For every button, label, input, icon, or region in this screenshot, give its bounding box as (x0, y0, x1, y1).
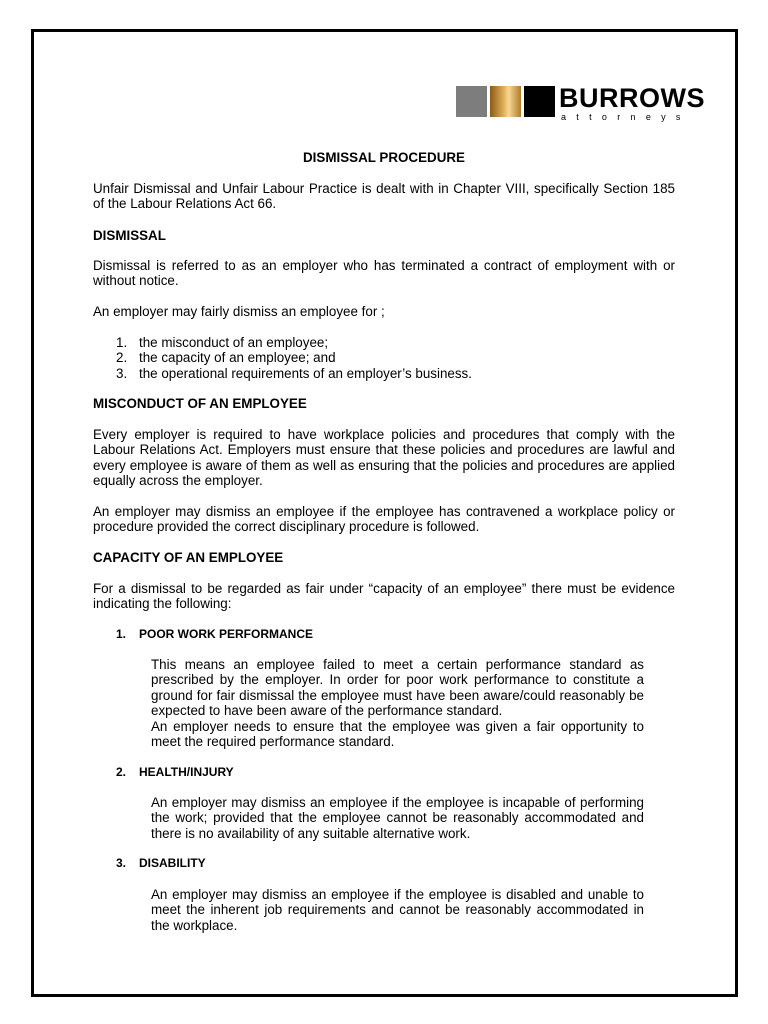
logo-text (559, 83, 705, 122)
misconduct-paragraph-1: Every employer is required to have workplace policies and procedures that comply with the Labour Relations Act. Employers must ensure that these policies and procedures are lawful and every employee is aware of them as well as ensuring that the policies and procedures are applied equally across the employer. (93, 427, 675, 489)
logo-gold-square (490, 86, 521, 117)
list-number: 3. (116, 366, 128, 381)
logo-black-square (524, 86, 555, 117)
intro-paragraph: Unfair Dismissal and Unfair Labour Practice is dealt with in Chapter VIII, specifically Section 185 of the Labour Relations Act 66. (93, 181, 675, 212)
list-text: the misconduct of an employee; (139, 335, 329, 350)
dismissal-definition: Dismissal is referred to as an employer who has terminated a contract of employment with or without notice. (93, 258, 675, 289)
subsection-title: DISABILITY (139, 856, 206, 870)
list-item (116, 366, 472, 381)
subsection-title: HEALTH/INJURY (139, 765, 234, 779)
list-item (116, 335, 328, 350)
list-text: the operational requirements of an employer’s business. (139, 366, 472, 381)
poor-performance-paragraph-1: This means an employee failed to meet a certain performance standard as prescribed by the employer. In order for poor work performance to constitute a ground for fair dismissal the employee must have been aware/could reasonably be expected to have been aware of the performance standard. (151, 657, 644, 719)
poor-performance-paragraph-2: An employer needs to ensure that the employee was given a fair opportunity to meet the required performance standard. (151, 719, 644, 750)
subsection-title: POOR WORK PERFORMANCE (139, 627, 313, 641)
list-number: 2. (116, 350, 128, 365)
logo-gray-square (456, 86, 487, 117)
subsection-heading-health-injury (116, 765, 234, 780)
list-text: the capacity of an employee; and (139, 350, 336, 365)
misconduct-paragraph-2: An employer may dismiss an employee if the employee has contravened a workplace policy or procedure provided the correct disciplinary procedure is followed. (93, 504, 675, 535)
company-logo (456, 83, 705, 122)
subsection-number: 3. (116, 856, 127, 870)
subsection-number: 1. (116, 627, 127, 641)
subsection-heading-poor-performance (116, 627, 313, 642)
disability-paragraph: An employer may dismiss an employee if the employee is disabled and unable to meet the inherent job requirements and cannot be reasonably accommodated in the workplace. (151, 887, 644, 933)
subsection-heading-disability (116, 856, 206, 871)
fair-dismissal-intro: An employer may fairly dismiss an employee for ; (93, 304, 385, 319)
capacity-intro: For a dismissal to be regarded as fair under “capacity of an employee” there must be evidence indicating the following: (93, 581, 675, 612)
misconduct-heading: MISCONDUCT OF AN EMPLOYEE (93, 396, 307, 411)
health-injury-paragraph: An employer may dismiss an employee if the employee is incapable of performing the work; provided that the employee cannot be reasonably accommodated and there is no availability of any suitable alternative work. (151, 795, 644, 841)
document-title: DISMISSAL PROCEDURE (303, 150, 465, 165)
capacity-heading: CAPACITY OF AN EMPLOYEE (93, 550, 284, 565)
logo-tagline: attorneys (561, 112, 691, 122)
subsection-number: 2. (116, 765, 127, 779)
logo-brand: BURROWS (559, 83, 705, 113)
list-item (116, 350, 336, 365)
list-number: 1. (116, 335, 128, 350)
dismissal-heading: DISMISSAL (93, 228, 166, 243)
